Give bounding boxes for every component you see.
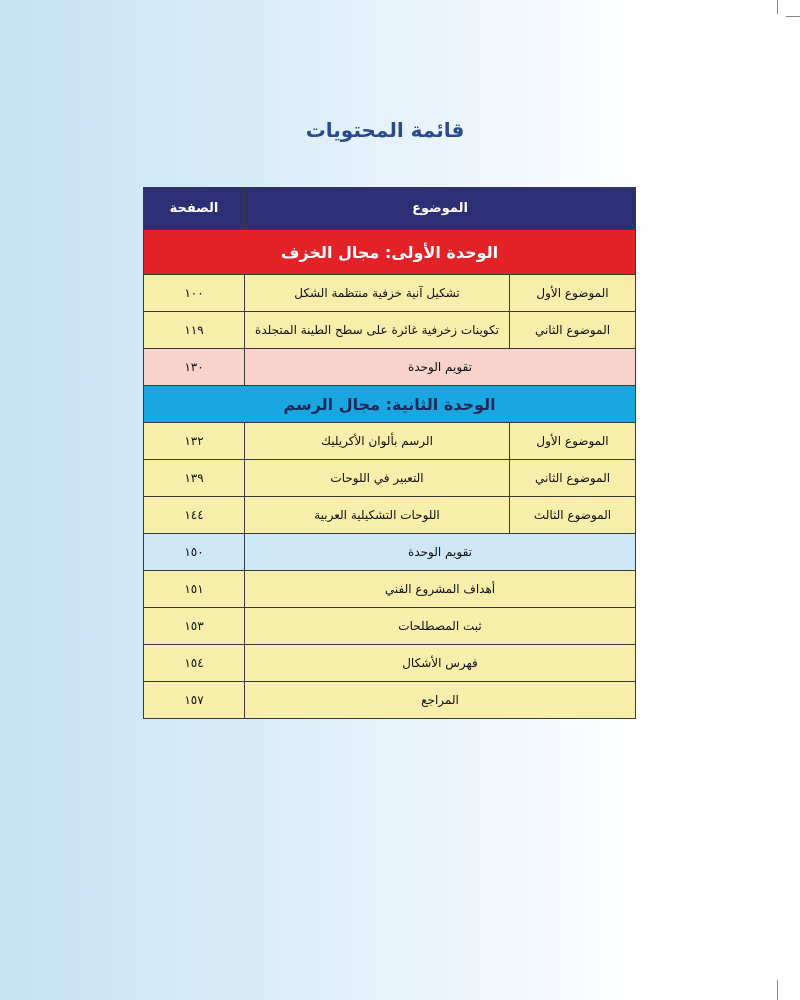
crop-mark-side	[786, 16, 800, 17]
page-number: ١٠٠	[144, 275, 245, 312]
topic-label: الموضوع الثاني	[510, 312, 636, 349]
topic-title[interactable]: التعبير في اللوحات	[245, 460, 510, 497]
page-number: ١٣٩	[144, 460, 245, 497]
table-row	[144, 608, 636, 645]
page-number: ١٣٠	[144, 349, 245, 386]
table-row	[144, 275, 636, 312]
extra-title[interactable]: المراجع	[245, 682, 636, 719]
unit-2-title: الوحدة الثانية: مجال الرسم	[144, 386, 636, 423]
topic-label: الموضوع الأول	[510, 423, 636, 460]
unit-1-heading-row	[144, 230, 636, 275]
table-row	[144, 423, 636, 460]
extra-title[interactable]: ثبت المصطلحات	[245, 608, 636, 645]
unit-2-heading-row	[144, 386, 636, 423]
page-number: ١٥٠	[144, 534, 245, 571]
topic-title[interactable]: تشكيل آنية خزفية منتظمة الشكل	[245, 275, 510, 312]
crop-mark-top	[777, 0, 778, 14]
table-header-row	[144, 188, 636, 230]
page-number: ١٣٢	[144, 423, 245, 460]
page-number: ١١٩	[144, 312, 245, 349]
topic-label: الموضوع الأول	[510, 275, 636, 312]
topic-label: الموضوع الثاني	[510, 460, 636, 497]
extra-title[interactable]: فهرس الأشكال	[245, 645, 636, 682]
topic-title[interactable]: الرسم بألوان الأكريليك	[245, 423, 510, 460]
unit-1-evaluation-row	[144, 349, 636, 386]
header-topic: الموضوع	[245, 188, 636, 230]
topic-title[interactable]: اللوحات التشكيلية العربية	[245, 497, 510, 534]
header-page: الصفحة	[144, 188, 245, 230]
topic-title[interactable]: تكوينات زخرفية غائرة على سطح الطينة المتجلدة	[245, 312, 510, 349]
page-number: ١٤٤	[144, 497, 245, 534]
unit-2-evaluation-row	[144, 534, 636, 571]
table-row	[144, 312, 636, 349]
page-title: قائمة المحتويات	[305, 118, 465, 142]
table-row	[144, 571, 636, 608]
evaluation-title[interactable]: تقويم الوحدة	[245, 349, 636, 386]
page-number: ١٥٣	[144, 608, 245, 645]
page-number: ١٥٧	[144, 682, 245, 719]
extra-title[interactable]: أهداف المشروع الفني	[245, 571, 636, 608]
contents-table	[143, 187, 636, 719]
topic-label: الموضوع الثالث	[510, 497, 636, 534]
page-number: ١٥٤	[144, 645, 245, 682]
table-row	[144, 497, 636, 534]
page-number: ١٥١	[144, 571, 245, 608]
table-row	[144, 645, 636, 682]
unit-1-title: الوحدة الأولى: مجال الخزف	[144, 230, 636, 275]
crop-mark-bottom	[777, 980, 778, 1000]
table-row	[144, 682, 636, 719]
table-row	[144, 460, 636, 497]
evaluation-title[interactable]: تقويم الوحدة	[245, 534, 636, 571]
